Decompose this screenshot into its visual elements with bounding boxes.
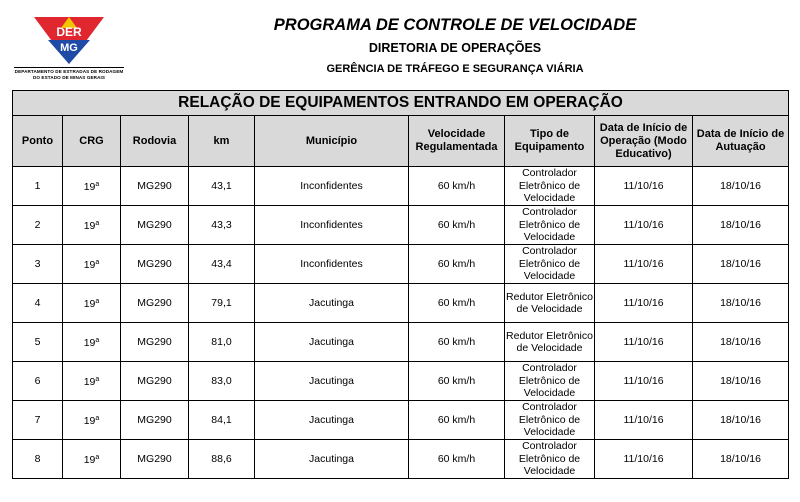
cell-municipio: Jacutinga [255,323,409,362]
crg-number: 19 [83,180,96,193]
cell-inicio-operacao: 11/10/16 [595,245,693,284]
cell-municipio: Jacutinga [255,401,409,440]
table-body [13,167,789,479]
cell-km: 81,0 [189,323,255,362]
cell-ponto: 8 [13,440,63,479]
cell-rodovia: MG290 [121,440,189,479]
cell-velocidade: 60 km/h [409,284,505,323]
column-header-velocidade: Velocidade Regulamentada [409,116,505,167]
column-header-municipio: Município [255,116,409,167]
cell-ponto: 6 [13,362,63,401]
equipment-table [12,90,789,479]
cell-inicio-autuacao: 18/10/16 [693,245,789,284]
crg-ordinal: a [95,258,100,266]
cell-municipio: Inconfidentes [255,206,409,245]
table-header-row [13,116,789,167]
column-header-tipo: Tipo de Equipamento [505,116,595,167]
table-row [13,284,789,323]
logo-brand-top: DER [56,25,82,39]
cell-crg [63,362,121,401]
crg-ordinal: a [95,375,100,383]
cell-tipo-equipamento: Controlador Eletrônico de Velocidade [505,245,595,284]
cell-tipo-equipamento: Controlador Eletrônico de Velocidade [505,206,595,245]
cell-ponto: 7 [13,401,63,440]
cell-km: 84,1 [189,401,255,440]
column-header-rodovia: Rodovia [121,116,189,167]
cell-inicio-autuacao: 18/10/16 [693,206,789,245]
cell-municipio: Jacutinga [255,362,409,401]
cell-km: 43,3 [189,206,255,245]
column-header-inicio-operacao: Data de Início de Operação (Modo Educativo) [595,116,693,167]
cell-inicio-operacao: 11/10/16 [595,206,693,245]
cell-km: 88,6 [189,440,255,479]
cell-rodovia: MG290 [121,206,189,245]
cell-km: 79,1 [189,284,255,323]
cell-inicio-autuacao: 18/10/16 [693,362,789,401]
cell-rodovia: MG290 [121,323,189,362]
crg-ordinal: a [95,219,100,227]
cell-crg [63,167,121,206]
cell-velocidade: 60 km/h [409,440,505,479]
cell-rodovia: MG290 [121,167,189,206]
cell-ponto: 5 [13,323,63,362]
table-row [13,167,789,206]
cell-inicio-autuacao: 18/10/16 [693,167,789,206]
table-banner: RELAÇÃO DE EQUIPAMENTOS ENTRANDO EM OPERAÇÃO [13,91,789,116]
table-row [13,206,789,245]
crg-number: 19 [83,219,96,232]
cell-tipo-equipamento: Controlador Eletrônico de Velocidade [505,362,595,401]
cell-velocidade: 60 km/h [409,362,505,401]
cell-inicio-operacao: 11/10/16 [595,401,693,440]
logo-brand-bottom: MG [60,42,78,54]
crg-number: 19 [83,375,96,388]
cell-rodovia: MG290 [121,245,189,284]
der-mg-logo [14,14,124,82]
crg-ordinal: a [95,297,100,305]
cell-velocidade: 60 km/h [409,206,505,245]
cell-tipo-equipamento: Controlador Eletrônico de Velocidade [505,440,595,479]
cell-inicio-autuacao: 18/10/16 [693,284,789,323]
table-row [13,401,789,440]
crg-number: 19 [83,336,96,349]
cell-km: 43,4 [189,245,255,284]
crg-ordinal: a [95,180,100,188]
cell-ponto: 1 [13,167,63,206]
cell-municipio: Inconfidentes [255,167,409,206]
cell-crg [63,440,121,479]
cell-tipo-equipamento: Redutor Eletrônico de Velocidade [505,323,595,362]
cell-municipio: Jacutinga [255,284,409,323]
cell-municipio: Jacutinga [255,440,409,479]
cell-km: 83,0 [189,362,255,401]
page-subtitle-secondary: GERÊNCIA DE TRÁFEGO E SEGURANÇA VIÁRIA [326,63,584,75]
cell-inicio-operacao: 11/10/16 [595,440,693,479]
column-header-crg: CRG [63,116,121,167]
table-row [13,245,789,284]
cell-crg [63,401,121,440]
table-row [13,362,789,401]
cell-crg [63,284,121,323]
crg-number: 19 [83,258,96,271]
table-row [13,440,789,479]
cell-tipo-equipamento: Controlador Eletrônico de Velocidade [505,167,595,206]
cell-inicio-operacao: 11/10/16 [595,167,693,206]
cell-tipo-equipamento: Controlador Eletrônico de Velocidade [505,401,595,440]
cell-crg [63,206,121,245]
crg-ordinal: a [95,453,100,461]
cell-ponto: 4 [13,284,63,323]
cell-inicio-operacao: 11/10/16 [595,323,693,362]
logo-caption-line2: DO ESTADO DE MINAS GERAIS [32,75,106,80]
page-subtitle: DIRETORIA DE OPERAÇÕES [368,41,542,55]
cell-velocidade: 60 km/h [409,323,505,362]
cell-ponto: 3 [13,245,63,284]
document-header [0,0,800,88]
crg-number: 19 [83,453,96,466]
cell-municipio: Inconfidentes [255,245,409,284]
cell-velocidade: 60 km/h [409,401,505,440]
cell-inicio-operacao: 11/10/16 [595,284,693,323]
cell-crg [63,245,121,284]
column-header-km: km [189,116,255,167]
cell-inicio-operacao: 11/10/16 [595,362,693,401]
der-mg-emblem-icon [32,14,106,66]
cell-inicio-autuacao: 18/10/16 [693,323,789,362]
cell-rodovia: MG290 [121,362,189,401]
cell-inicio-autuacao: 18/10/16 [693,401,789,440]
table-row [13,323,789,362]
cell-rodovia: MG290 [121,284,189,323]
cell-tipo-equipamento: Redutor Eletrônico de Velocidade [505,284,595,323]
page-title: PROGRAMA DE CONTROLE DE VELOCIDADE [273,16,637,34]
crg-number: 19 [83,414,96,427]
cell-inicio-autuacao: 18/10/16 [693,440,789,479]
cell-velocidade: 60 km/h [409,245,505,284]
cell-ponto: 2 [13,206,63,245]
column-header-ponto: Ponto [13,116,63,167]
cell-km: 43,1 [189,167,255,206]
cell-crg [63,323,121,362]
crg-ordinal: a [95,414,100,422]
logo-caption-line1: DEPARTAMENTO DE ESTRADAS DE RODAGEM [14,69,124,74]
cell-rodovia: MG290 [121,401,189,440]
column-header-inicio-autuacao: Data de Início de Autuação [693,116,789,167]
crg-number: 19 [83,297,96,310]
cell-velocidade: 60 km/h [409,167,505,206]
crg-ordinal: a [95,336,100,344]
